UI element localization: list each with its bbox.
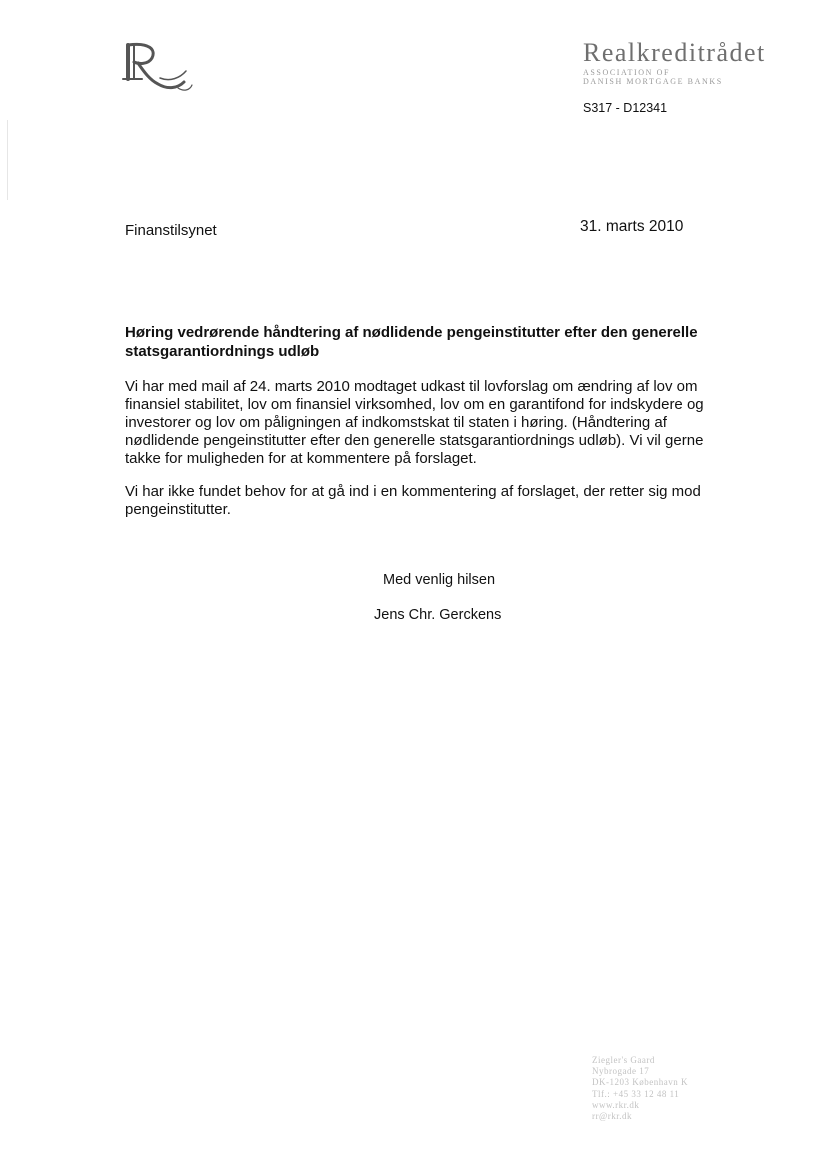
address-line: rr@rkr.dk xyxy=(592,1111,633,1122)
brand-subtitle-line-2: DANISH MORTGAGE BANKS xyxy=(583,77,723,86)
body-paragraph-1: Vi har med mail af 24. marts 2010 modtaget udkast til lovforslag om ændring af lov om finansiel stabilitet, lov om finansiel virksomhed, lov om en garantifond for indskydere og investorer og lov om påligningen af indkomstskat til staten i høring. (Håndtering af nødlidende pengeinstitutter efter den generelle statsgarantiordnings udløb). Vi vil gerne takke for muligheden for at kommentere på forslaget. xyxy=(125,378,704,467)
address-line: DK-1203 København K xyxy=(592,1077,688,1088)
subject-heading: Høring vedrørende håndtering af nødlidende pengeinstitutter efter den generelle statsgarantiordnings udløb xyxy=(125,324,698,360)
signer-name: Jens Chr. Gerckens xyxy=(374,607,502,623)
address-line: Nybrogade 17 xyxy=(592,1066,650,1077)
scan-edge-line xyxy=(7,120,8,200)
address-line: Ziegler's Gaard xyxy=(592,1055,655,1065)
brand-name: Realkreditrådet xyxy=(583,38,766,67)
realkreditraadet-logo-icon xyxy=(120,38,200,98)
body-paragraph-2: Vi har ikke fundet behov for at gå ind i en kommentering af forslaget, der retter sig mod pengeinstitutter. xyxy=(125,483,701,518)
brand-block xyxy=(583,38,813,86)
recipient: Finanstilsynet xyxy=(125,222,217,239)
footer-address xyxy=(592,1055,688,1122)
closing-greeting: Med venlig hilsen xyxy=(383,572,496,588)
document-reference: S317 - D12341 xyxy=(583,101,668,115)
address-line: www.rkr.dk xyxy=(592,1099,640,1110)
brand-subtitle-line-1: ASSOCIATION OF xyxy=(583,68,671,77)
letter-date: 31. marts 2010 xyxy=(580,218,684,235)
address-line: Tlf.: +45 33 12 48 11 xyxy=(592,1088,680,1099)
